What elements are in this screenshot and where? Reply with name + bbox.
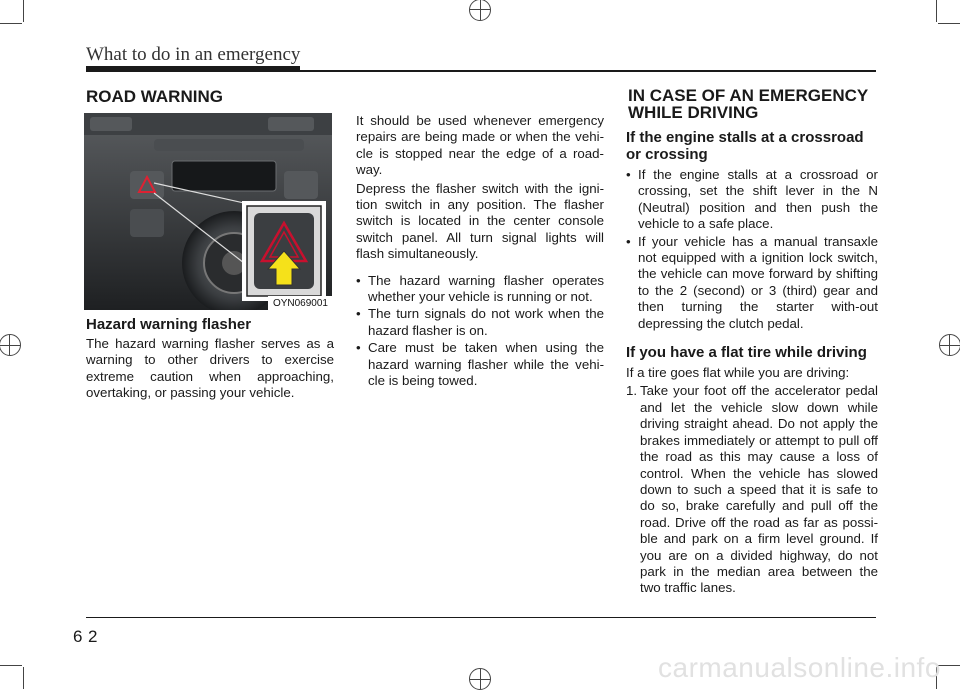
watermark: carmanualsonline.info xyxy=(658,652,941,683)
crop-mark xyxy=(0,665,22,666)
bullet-icon: • xyxy=(356,340,361,356)
list-item: • The hazard warning flasher operates whether your vehicle is running or not. xyxy=(356,272,604,305)
subheading-flat-tire: If you have a flat tire while driving xyxy=(626,344,867,362)
hazard-bullet-list xyxy=(356,273,604,390)
crop-mark xyxy=(936,0,937,22)
chapter-number: 6 xyxy=(73,627,83,646)
crop-mark xyxy=(23,0,24,22)
registration-mark xyxy=(469,668,491,690)
figure-code: OYN069001 xyxy=(268,296,332,310)
usage-paragraph: It should be used whenever emergency repairs are being made or when the vehi-cle is stopped near the edge of a road-way. xyxy=(356,113,604,178)
bullet-icon: • xyxy=(626,233,631,249)
subheading-engine-stalls: If the engine stalls at a crossroad or crossing xyxy=(626,129,864,163)
list-item: • If your vehicle has a manual transaxle not equipped with a ignition lock switch, the vehicle can move forward by shifting to the 2 (second) or 3 (third) gear and then turning the starter with-out depressing the clutch pedal. xyxy=(626,233,878,331)
right-column xyxy=(626,129,878,597)
list-item xyxy=(626,383,878,596)
console-illustration xyxy=(84,113,332,310)
step-number: 1. xyxy=(626,383,638,399)
crop-mark xyxy=(23,667,24,689)
section-header-title: What to do in an emergency xyxy=(86,44,301,65)
crop-mark xyxy=(938,665,960,666)
footer-rule xyxy=(86,617,876,618)
list-item: • The turn signals do not work when the hazard flasher is on. xyxy=(356,306,604,338)
engine-stall-bullet-list xyxy=(626,167,878,332)
hazard-switch-photo xyxy=(84,113,332,310)
section-heading-emergency: IN CASE OF AN EMERGENCY WHILE DRIVING xyxy=(628,86,869,122)
middle-column xyxy=(356,113,604,391)
header-bar xyxy=(86,66,300,72)
registration-mark xyxy=(469,0,491,21)
registration-mark xyxy=(939,334,960,356)
bullet-icon: • xyxy=(356,272,361,288)
hazard-flasher-paragraph: The hazard warning flasher serves as a warning to other drivers to exercise extreme caution when approaching, overtaking, or passing your vehicle. xyxy=(86,336,334,401)
flat-tire-intro: If a tire goes flat while you are driving: xyxy=(626,365,850,381)
page-number: 2 xyxy=(88,627,98,646)
section-heading-road-warning: ROAD WARNING xyxy=(86,87,223,106)
crop-mark xyxy=(938,23,960,24)
bullet-icon: • xyxy=(626,167,631,182)
list-item: • Care must be taken when using the hazard warning flasher while the vehi-cle is being towed. xyxy=(356,340,604,389)
registration-mark xyxy=(0,334,21,356)
subheading-hazard-flasher: Hazard warning flasher xyxy=(86,316,252,333)
bullet-icon: • xyxy=(356,306,361,322)
list-item: • If the engine stalls at a crossroad or crossing, set the shift lever in the N (Neutral) position and then push the vehicle to a safe place. xyxy=(626,167,878,232)
step-text: Take your foot off the accelerator pedal and let the vehicle slow down while driving straight ahead. Do not apply the brakes immediately or attempt to pull off the road as this may cause a loss of control. When the vehicle has slowed down to such a speed that it is safe to do so, brake carefully and pull off the road. Drive off the road as far as possi-ble and park on a firm level ground. If you are on a divided highway, do not park in the median area between the two traffic lanes. xyxy=(640,383,878,596)
crop-mark xyxy=(0,23,22,24)
switch-paragraph: Depress the flasher switch with the igni-tion switch in any position. The flasher switch is located in the center console switch panel. All turn signal lights will flash simultaneously. xyxy=(356,180,604,262)
